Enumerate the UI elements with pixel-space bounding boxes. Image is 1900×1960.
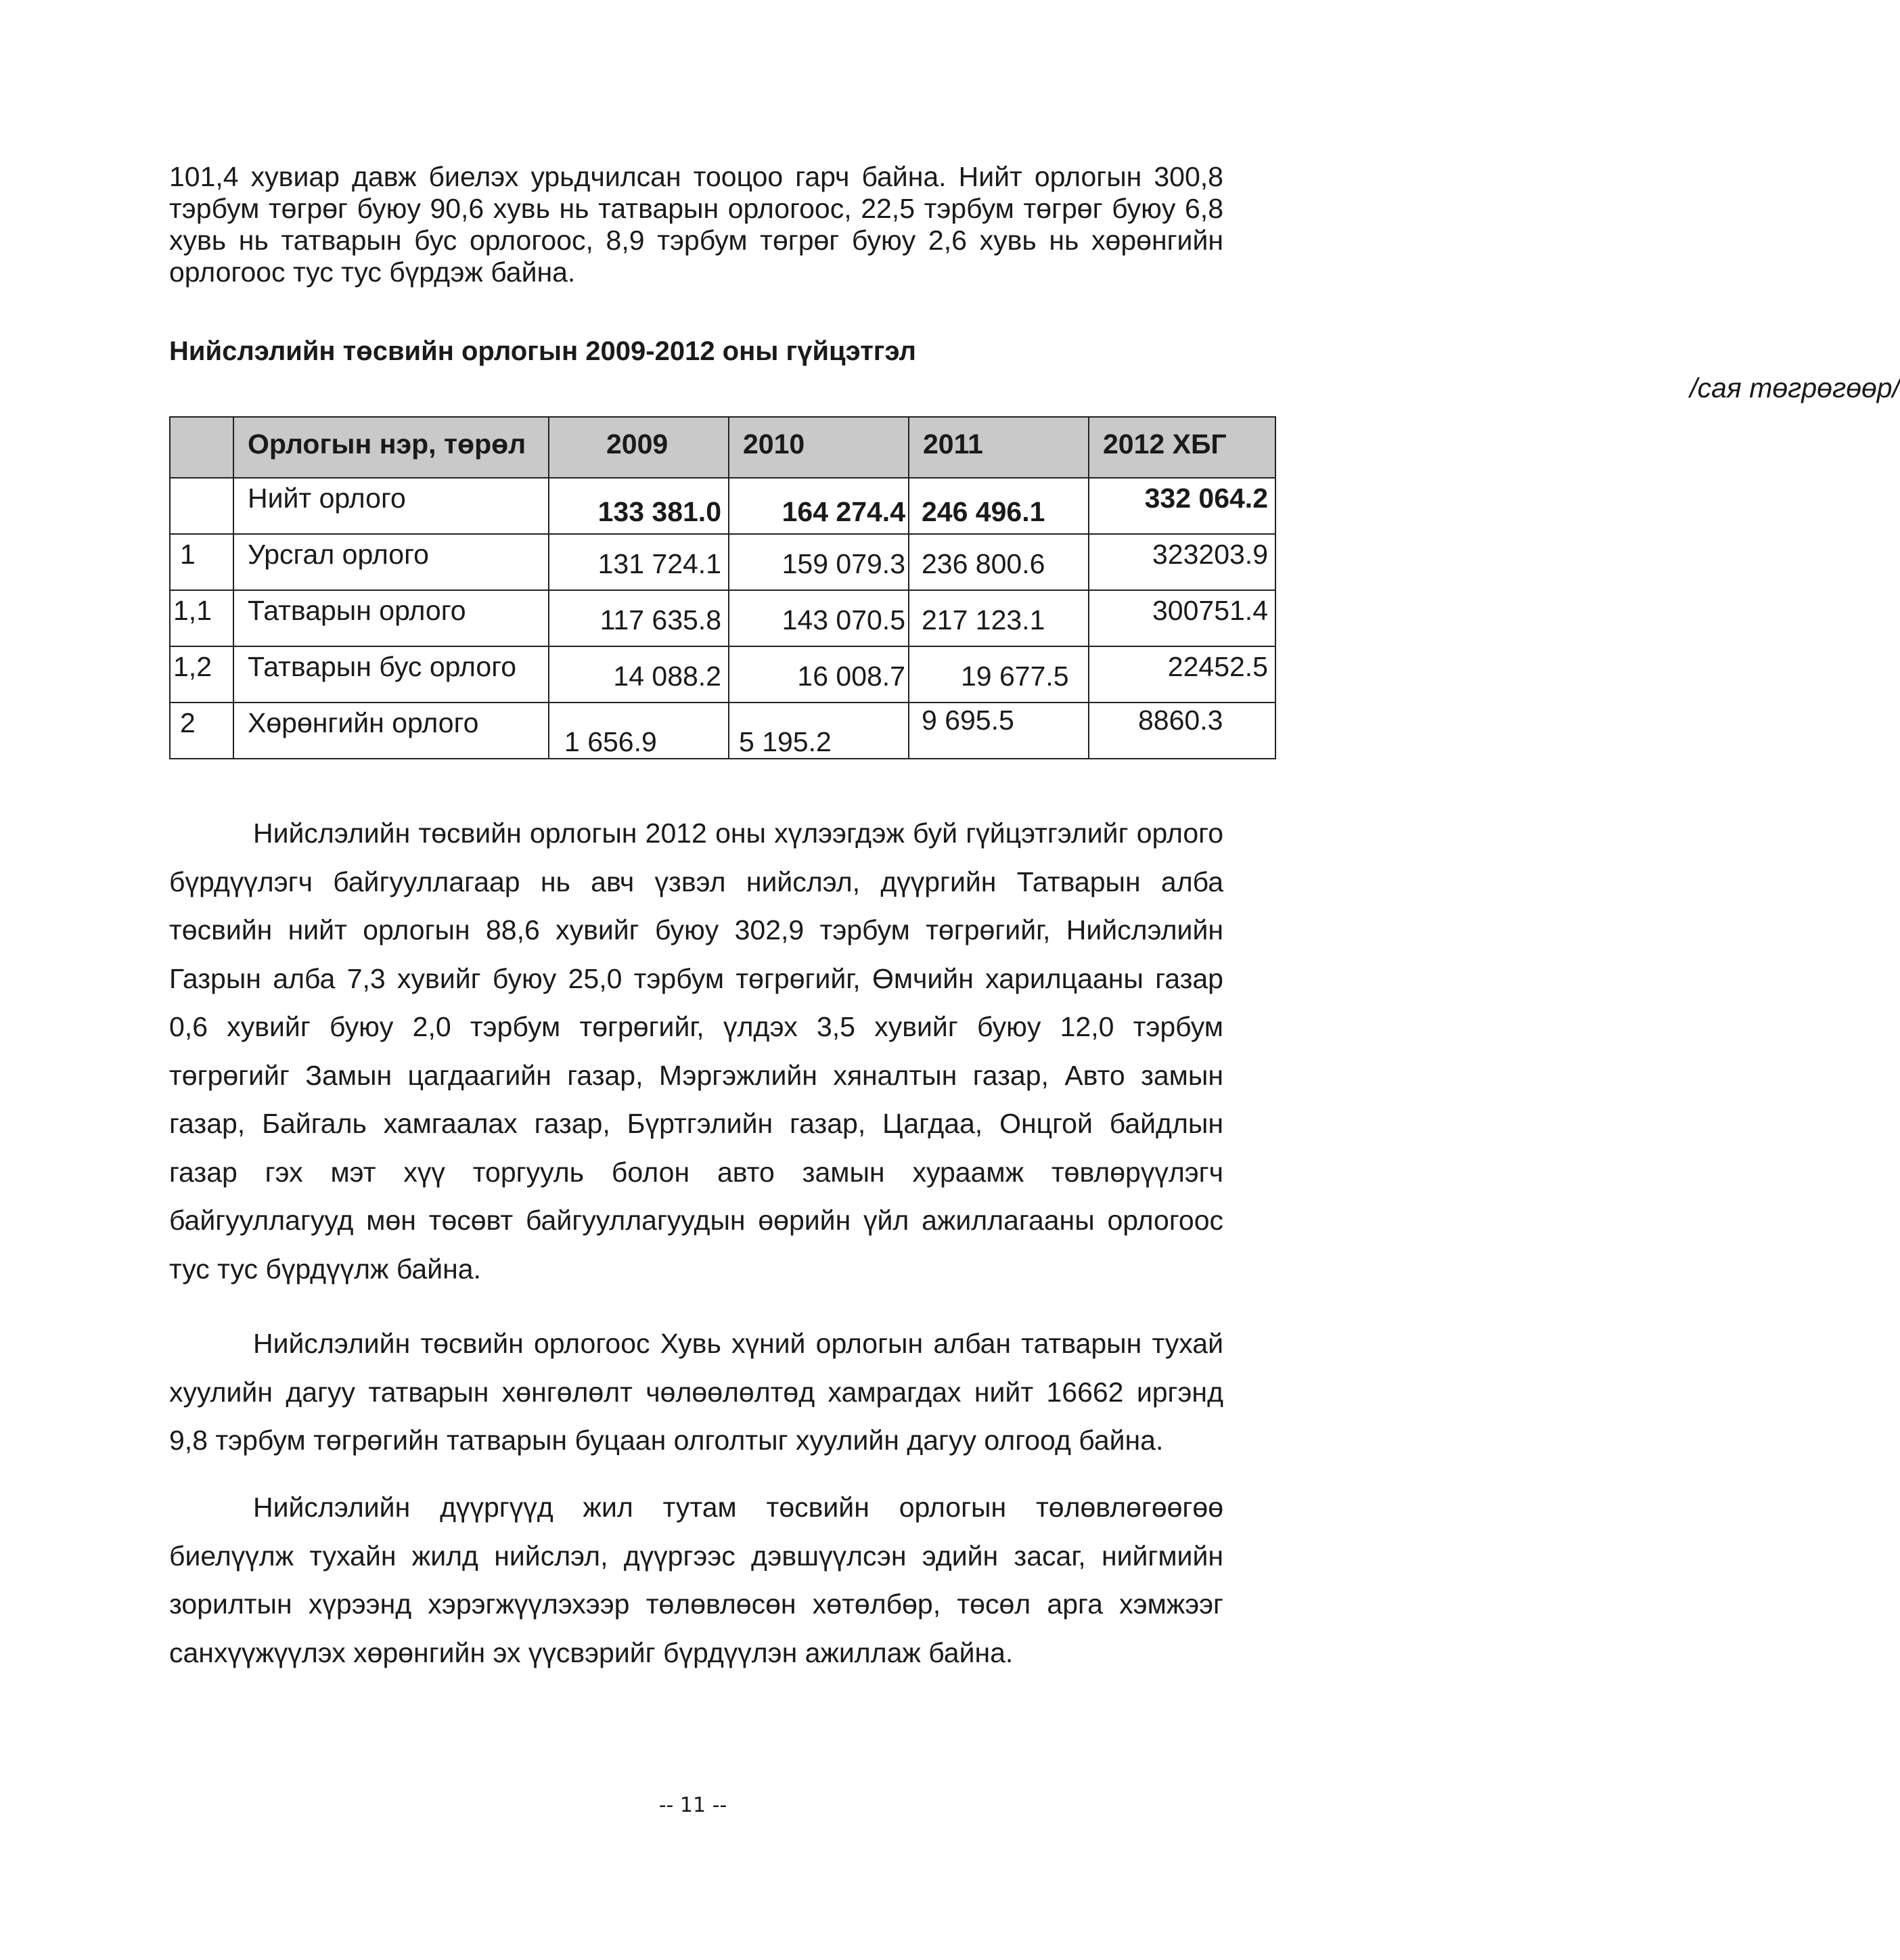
row-name: Татварын бус орлого xyxy=(248,651,517,682)
row-index-cell xyxy=(170,534,233,590)
table-row xyxy=(170,478,1275,534)
row-value-cell xyxy=(549,646,729,703)
row-value-cell xyxy=(729,590,909,646)
row-value: 16 008.7 xyxy=(797,661,905,692)
row-value: 133 381.0 xyxy=(597,496,721,527)
row-name-cell xyxy=(233,534,549,590)
row-value-cell xyxy=(729,478,909,534)
header-cell-name xyxy=(233,417,549,478)
row-value-cell xyxy=(909,646,1089,703)
row-value: 131 724.1 xyxy=(597,548,721,579)
row-value-cell xyxy=(1089,590,1275,646)
row-value: 22452.5 xyxy=(1167,651,1268,682)
table-row xyxy=(170,534,1275,590)
header-label-2012: 2012 ХБГ xyxy=(1103,428,1227,460)
row-name-cell xyxy=(233,703,549,759)
row-value: 323203.9 xyxy=(1152,539,1268,570)
row-value: 236 800.6 xyxy=(922,548,1045,579)
body-paragraph-2: Нийслэлийн төсвийн орлогоос Хувь хүний орлогын албан татварын тухай хуулийн дагуу татварын хөнгөлөлт чөлөөлөлтөд хамрагдах нийт 16662 иргэнд 9,8 тэрбум төгрөгийн татварын буцаан олголтыг хуулийн дагуу олгоод байна. xyxy=(169,1328,1223,1456)
row-value: 332 064.2 xyxy=(1144,483,1268,514)
row-value-cell xyxy=(1089,534,1275,590)
row-value: 164 274.4 xyxy=(782,496,905,527)
row-value-cell xyxy=(549,590,729,646)
row-value-cell xyxy=(909,703,1089,759)
row-value: 159 079.3 xyxy=(782,548,905,579)
row-index: 1 xyxy=(180,539,196,570)
row-value: 5 195.2 xyxy=(739,726,832,757)
header-cell-index xyxy=(170,417,233,478)
row-value-cell xyxy=(549,534,729,590)
header-cell-2009 xyxy=(549,417,729,478)
row-value: 117 635.8 xyxy=(600,604,721,636)
header-label-name: Орлогын нэр, төрөл xyxy=(248,428,526,460)
row-index: 1,2 xyxy=(173,651,212,682)
row-value: 8860.3 xyxy=(1138,705,1223,736)
row-value: 246 496.1 xyxy=(922,496,1045,527)
table-header-row xyxy=(170,417,1275,478)
row-value-cell xyxy=(729,646,909,703)
row-value-cell xyxy=(909,534,1089,590)
header-cell-2010 xyxy=(729,417,909,478)
row-name: Нийт орлого xyxy=(248,483,406,514)
row-value-cell xyxy=(1089,703,1275,759)
table-unit: /сая төгрөгөөр/ xyxy=(1690,372,1900,403)
row-value: 14 088.2 xyxy=(613,661,721,692)
page-number: -- 11 -- xyxy=(658,1794,727,1817)
intro-paragraph: 101,4 хувиар давж биелэх урьдчилсан тооцоо гарч байна. Нийт орлогын 300,8 тэрбум төгрөг буюу 90,6 хувь нь татварын орлогоос, 22,5 тэрбум төгрөг буюу 6,8 хувь нь татварын бус орлогоос, 8,9 тэрбум төгрөг буюу 2,6 хувь нь хөрөнгийн орлогоос тус тус бүрдэж байна. xyxy=(169,161,1223,288)
row-value-cell xyxy=(1089,646,1275,703)
row-value-cell xyxy=(549,478,729,534)
row-name-cell xyxy=(233,646,549,703)
row-index-cell xyxy=(170,646,233,703)
row-name: Хөрөнгийн орлого xyxy=(248,707,479,738)
body-paragraph-1: Нийслэлийн төсвийн орлогын 2012 оны хүлээгдэж буй гүйцэтгэлийг орлого бүрдүүлэгч байгууллагаар нь авч үзвэл нийслэл, дүүргийн Татварын алба төсвийн нийт орлогын 88,6 хувийг буюу 302,9 тэрбум төгрөгийг, Нийслэлийн Газрын алба 7,3 хувийг буюу 25,0 тэрбум төгрөгийг, Өмчийн харилцааны газар 0,6 хувийг буюу 2,0 тэрбум төгрөгийг, үлдэх 3,5 хувийг буюу 12,0 тэрбум төгрөгийг Замын цагдаагийн газар, Мэргэжлийн хяналтын газар, Авто замын газар, Байгаль хамгаалах газар, Бүртгэлийн газар, Цагдаа, Онцгой байдлын газар гэх мэт хүү торгууль болон авто замын хураамж төвлөрүүлэгч байгууллагууд мөн төсөвт байгууллагуудын өөрийн үйл ажиллагааны орлогоос тус тус бүрдүүлж байна. xyxy=(169,818,1223,1285)
row-name: Урсгал орлого xyxy=(248,539,429,570)
row-value-cell xyxy=(729,703,909,759)
row-index-cell xyxy=(170,590,233,646)
table-row xyxy=(170,646,1275,703)
table-row xyxy=(170,590,1275,646)
header-label-2009: 2009 xyxy=(606,428,669,460)
table-row xyxy=(170,703,1275,759)
row-value-cell xyxy=(909,478,1089,534)
row-value: 300751.4 xyxy=(1152,595,1268,626)
row-name: Татварын орлого xyxy=(248,595,466,626)
row-value: 9 695.5 xyxy=(922,705,1014,736)
row-index: 1,1 xyxy=(173,595,212,626)
table-title: Нийслэлийн төсвийн орлогын 2009-2012 оны гүйцэтгэл xyxy=(169,336,916,366)
row-value: 143 070.5 xyxy=(782,604,905,636)
revenue-table xyxy=(169,416,1276,759)
row-value: 19 677.5 xyxy=(961,661,1069,692)
row-name-cell xyxy=(233,590,549,646)
row-index-cell xyxy=(170,703,233,759)
header-label-2011: 2011 xyxy=(923,428,983,460)
row-value-cell xyxy=(729,534,909,590)
body-paragraph-3: Нийслэлийн дүүргүүд жил тутам төсвийн орлогын төлөвлөгөөгөө биелүүлж тухайн жилд нийслэл, дүүргээс дэвшүүлсэн эдийн засаг, нийгмийн зорилтын хүрээнд хэрэгжүүлэхээр төлөвлөсөн хөтөлбөр, төсөл арга хэмжээг санхүүжүүлэх хөрөнгийн эх үүсвэрийг бүрдүүлэн ажиллаж байна. xyxy=(169,1492,1223,1668)
header-cell-2011 xyxy=(909,417,1089,478)
row-value-cell xyxy=(909,590,1089,646)
row-value-cell xyxy=(1089,478,1275,534)
row-value-cell xyxy=(549,703,729,759)
header-cell-2012 xyxy=(1089,417,1275,478)
row-name-cell xyxy=(233,478,549,534)
row-index: 2 xyxy=(180,707,196,738)
row-value: 1 656.9 xyxy=(564,726,657,757)
row-value: 217 123.1 xyxy=(922,604,1045,636)
header-label-2010: 2010 xyxy=(743,428,805,460)
row-index-cell xyxy=(170,478,233,534)
